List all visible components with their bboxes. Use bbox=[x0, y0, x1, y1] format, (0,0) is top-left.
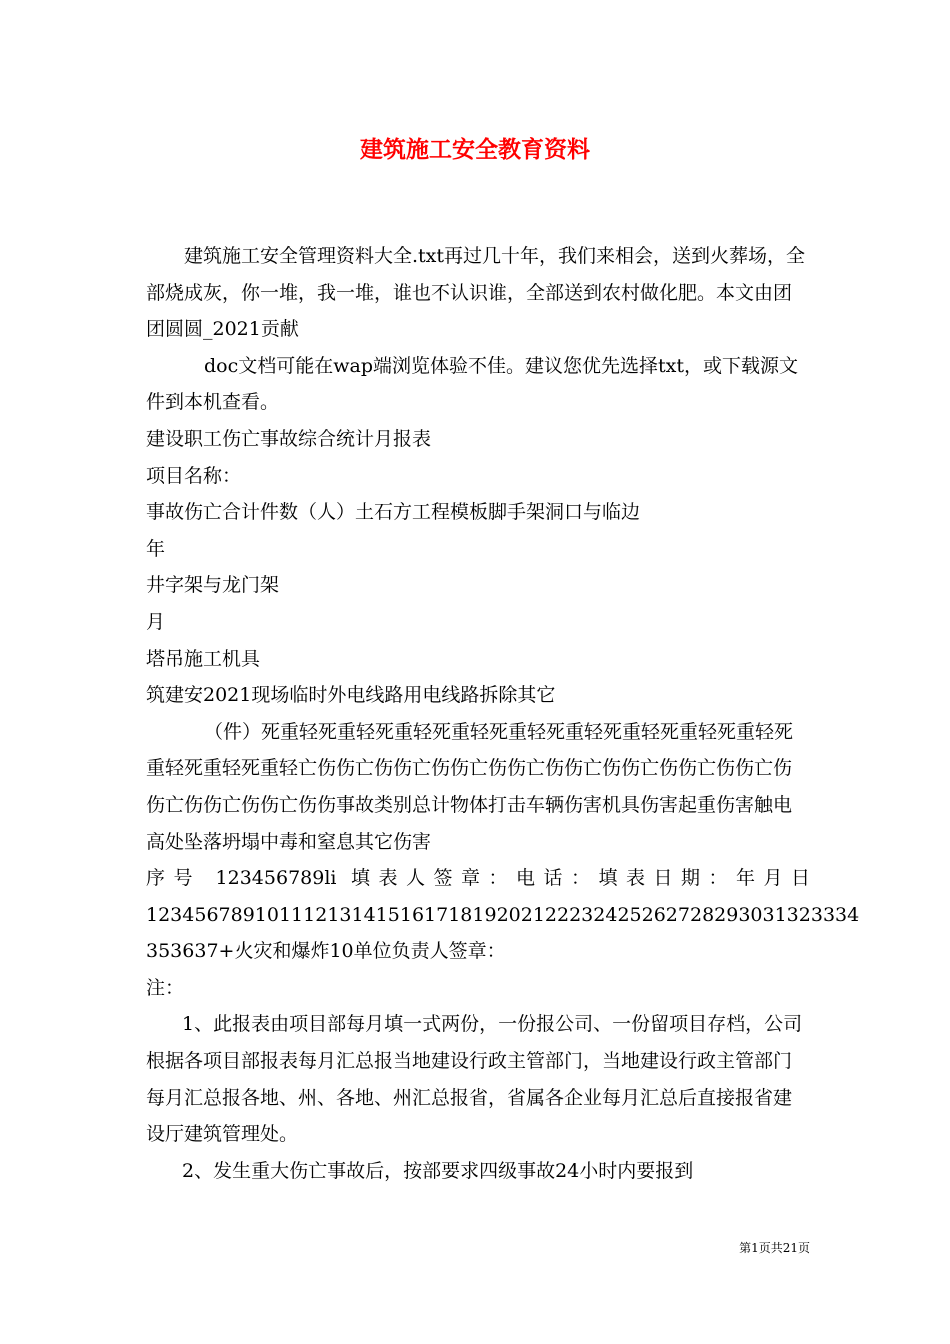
project-name-label: 项目名称： bbox=[146, 464, 242, 487]
notes-heading: 注： bbox=[146, 976, 185, 999]
table-footer-signature: 序号 123456789li 填表人签章：电话：填表日期：年月日 bbox=[146, 867, 810, 890]
page-title: 建筑施工安全教育资料 bbox=[360, 136, 590, 163]
table-header-month: 月 bbox=[146, 610, 166, 633]
table-body-casualty-types: （件）死重轻死重轻死重轻死重轻死重轻死重轻死重轻死重轻死重轻死重轻死重轻死重轻亡伤伤亡伤伤亡伤伤亡伤伤亡伤伤亡伤伤亡伤伤亡伤伤亡伤伤亡伤伤亡伤伤亡伤伤事故类别总计物体打击车辆伤害机具伤害起重伤害触电高处坠落坍塌中毒和窒息其它伤害 bbox=[146, 720, 794, 853]
report-table-title: 建设职工伤亡事故综合统计月报表 bbox=[146, 427, 432, 450]
note-item-2: 2、发生重大伤亡事故后，按部要求四级事故24小时内要报到 bbox=[182, 1159, 694, 1182]
table-header-year: 年 bbox=[146, 537, 166, 560]
note-item-1: 1、此报表由项目部每月填一式两份，一份报公司、一份留项目存档，公司根据各项目部报表每月汇总报当地建设行政主管部门，当地建设行政主管部门每月汇总报各地、州、各地、州汇总报省，省属各企业每月汇总后直接报省建设厅建筑管理处。 bbox=[146, 1013, 803, 1146]
paragraph-doc-notice: doc文档可能在wap端浏览体验不佳。建议您优先选择txt，或下载源文件到本机查看。 bbox=[146, 354, 798, 414]
table-header-line-1: 事故伤亡合计件数（人）土石方工程模板脚手架洞口与临边 bbox=[146, 501, 641, 524]
document-body bbox=[146, 238, 860, 1189]
paragraph-intro: 建筑施工安全管理资料大全.txt再过几十年，我们来相会，送到火葬场，全部烧成灰，你一堆，我一堆，谁也不认识谁，全部送到农村做化肥。本文由团团圆圆_2021贡献 bbox=[146, 245, 806, 341]
table-header-line-3: 塔吊施工机具 bbox=[146, 647, 261, 670]
page-number: 第1页共21页 bbox=[739, 1241, 810, 1255]
table-row-numbers: 12345678910111213141516171819202122232425262728293031323334 bbox=[146, 903, 860, 926]
table-header-line-2: 井字架与龙门架 bbox=[146, 574, 280, 597]
table-header-line-4: 筑建安2021现场临时外电线路用电线路拆除其它 bbox=[146, 684, 556, 707]
table-row-numbers-end: 353637+火灾和爆炸10单位负责人签章： bbox=[146, 940, 506, 963]
